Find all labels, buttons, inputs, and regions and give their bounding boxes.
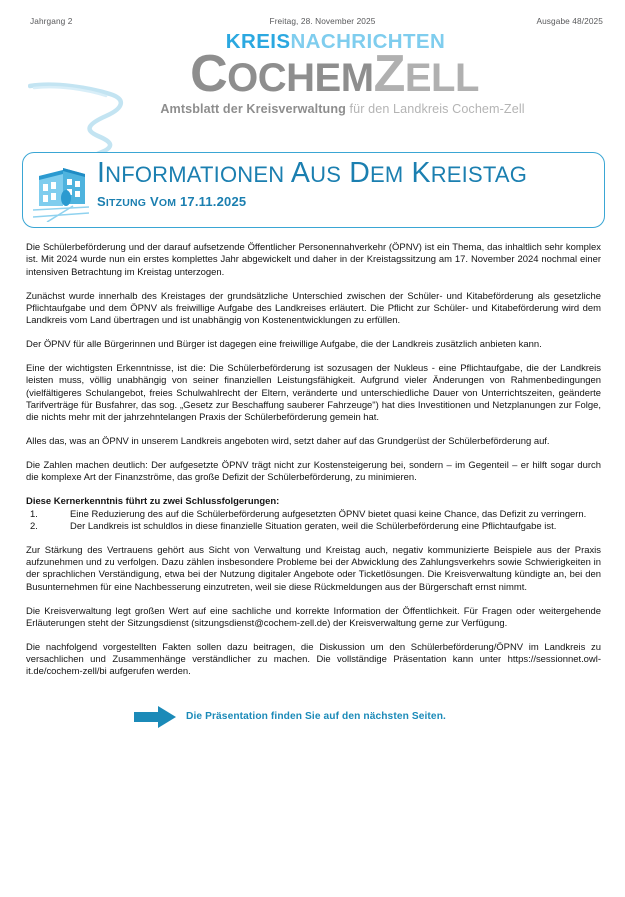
list-item-number: 2. (30, 520, 38, 532)
presentation-callout (26, 690, 601, 728)
subtitle-rest: für den Landkreis Cochem-Zell (345, 102, 525, 117)
list-item (26, 521, 601, 533)
banner-title-a: A (284, 157, 311, 189)
conclusions-heading: Diese Kernerkenntnis führt zu zwei Schlussfolgerungen: (26, 496, 280, 508)
cochemzell-wordmark (0, 44, 625, 103)
banner-sub-om: OM (158, 196, 177, 209)
callout-text: Die Präsentation finden Sie auf den nächsten Seiten. (186, 711, 446, 723)
subtitle-bold: Amtsblatt der Kreisverwaltung (160, 102, 346, 117)
issue-label: Ausgabe 48/2025 (536, 16, 603, 26)
banner-icon-wrap (23, 153, 93, 227)
banner-session-date: 17.11.2025 (176, 193, 247, 209)
kreis-text: KREIS (225, 30, 291, 53)
page-meta-bar (0, 0, 625, 26)
paragraph: Zunächst wurde innerhalb des Kreistages der grundsätzliche Unterschied zwischen der Schüler- und Kitabeförderung als gesetzliche Pflichtaufgabe und dem ÖPNV als freiwillige Aufgabe des Landkreises erläutert. Die Pflicht zur Schüler- und Kitabeförderung wird dem Landkreis vom Land übertragen und ist unabhängig von Kostenentwicklungen zu erfüllen. (26, 290, 601, 327)
banner-title-i: I (97, 157, 106, 189)
banner-sub-v: V (146, 193, 159, 209)
banner-title-d: D (341, 157, 370, 189)
banner-text-block (93, 153, 604, 227)
banner-title-nformationen: NFORMATIONEN (105, 162, 285, 187)
nachrichten-text: NACHRICHTEN (290, 30, 446, 53)
banner-title-em: EM (369, 162, 404, 187)
banner-title-us: US (310, 162, 342, 187)
kreisnachrichten-wordmark (0, 32, 625, 53)
right-arrow-icon (134, 706, 176, 728)
banner-title (97, 159, 604, 189)
paragraph: Zur Stärkung des Vertrauens gehört aus Sicht von Verwaltung und Kreistag auch, negativ kommunizierte Beispiele aus der Praxis aufzunehmen und zu verfolgen. Dazu zählen insbesondere Probleme bei der Abwicklung des Zahlungsverkehrs sowie Schwierigkeiten in der sprachlichen Verständigung, etwa bei der Nutzung digitaler Angebote oder Ticketlösungen. Die Kreisverwaltung kündigte an, bei den Busunternehmen für eine Nachbesserung einzutreten, weil sie diese Rückmeldungen aus der Bürgerschaft ernst nimmt. (26, 544, 601, 593)
paragraph: Der ÖPNV für alle Bürgerinnen und Bürger ist dagegen eine freiwillige Aufgabe, die der Landkreis zusätzlich anbieten kann. (26, 339, 542, 351)
paragraph: Eine der wichtigsten Erkenntnisse, ist die: Die Schülerbeförderung ist sozusagen der Nukleus - eine Pflichtaufgabe, die der Landkreis leisten muss, völlig unabhängig von seiner finanziellen Leistungsfähigkeit. Aufgrund vieler Änderungen von Rahmenbedingungen (vielfältigeres Schulangebot, freies Schulwahlrecht der Eltern, veränderte und unterschiedliche Dauer von Unterrichtszeiten, geänderte Tarifverträge für Busfahrer, das sog. „Gesetz zur Beschaffung sauberer Fahrzeuge") hat dies Investitionen und Netzplanungen zur Folge, die nichts mehr mit der jahrzehntelangen Praxis der Schülerbeförderung gemein hat. (26, 362, 601, 424)
county-building-icon (33, 160, 89, 222)
masthead (0, 30, 625, 142)
conclusions-list (26, 509, 601, 534)
paragraph: Die Schülerbeförderung und der darauf aufsetzende Öffentlicher Personennahverkehr (ÖPNV) ist ein Thema, das inhaltlich sehr komplex ist. Mit 2024 wurde nun ein erstes komplettes Jahr abgewickelt und daher in der Kreistagssitzung am 17. November 2024 nochmal einer intensiven Betrachtung im Kreistag unterzogen. (26, 242, 601, 278)
masthead-subtitle (0, 102, 625, 116)
wordmark-ochem: OCHEM (227, 55, 374, 100)
kreistag-info-banner (22, 152, 605, 228)
banner-subtitle (97, 194, 604, 209)
banner-title-reistag: REISTAG (430, 162, 528, 187)
article-body (0, 228, 625, 728)
list-item-text: Eine Reduzierung des auf die Schülerbeförderung aufgesetzten ÖPNV bietet quasi keine Chance, das Defizit zu verringern. (70, 508, 587, 520)
list-item-text: Der Landkreis ist schuldlos in diese finanzielle Situation geraten, weil die Schülerbeförderung eine Pflichtaufgabe ist. (70, 520, 557, 532)
wordmark-ell: ELL (404, 55, 479, 100)
volume-label: Jahrgang 2 (30, 16, 73, 26)
list-item-number: 1. (30, 508, 38, 520)
paragraph: Die Zahlen machen deutlich: Der aufgesetzte ÖPNV trägt nicht zur Kostensteigerung bei, sondern – im Gegenteil – er hilft sogar durch die komplexe Art der Finanzströme, das große Defizit der Schülerbeförderung, zu minimieren. (26, 459, 601, 484)
paragraph: Die Kreisverwaltung legt großen Wert auf eine sachliche und korrekte Information der Öffentlichkeit. Für Fragen oder weitergehende Erläuterungen steht der Sitzungsdienst (sitzungsdienst@cochem-zell.de) der Kreisverwaltung gerne zur Verfügung. (26, 605, 601, 629)
wordmark-z: Z (373, 44, 405, 103)
paragraph: Die nachfolgend vorgestellten Fakten sollen dazu beitragen, die Diskussion um den Schülerbeförderung/ÖPNV im Landkreis zu versachlichen und Zusammenhänge verständlicher zu machen. Die vollständige Präsentation kann unter https://sessionnet.owl-it.de/cochem-zell/bi aufgerufen werden. (26, 641, 601, 678)
paragraph: Alles das, was an ÖPNV in unserem Landkreis angeboten wird, setzt daher auf das Grundgerüst der Schülerbeförderung auf. (26, 436, 550, 448)
banner-title-k: K (403, 157, 431, 189)
list-item (26, 509, 601, 521)
publication-date: Freitag, 28. November 2025 (269, 16, 376, 26)
wordmark-c: C (190, 44, 228, 103)
banner-sub-itzung: ITZUNG (105, 196, 147, 209)
banner-sub-s: S (97, 193, 106, 209)
